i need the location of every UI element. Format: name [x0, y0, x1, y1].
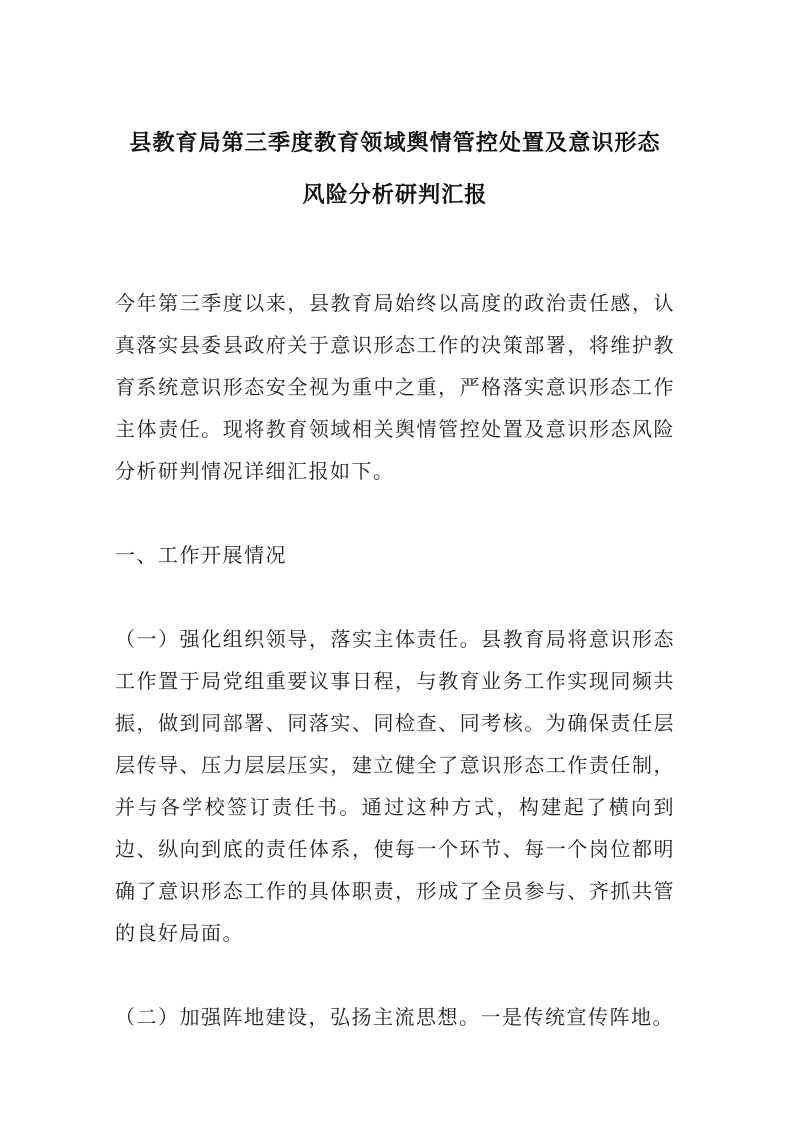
paragraph-intro: 今年第三季度以来，县教育局始终以高度的政治责任感，认真落实县委县政府关于意识形态工作的决策部署，将维护教育系统意识形态安全视为重中之重，严格落实意识形态工作主体责任。现将教育领域相关舆情管控处置及意识形态风险分析研判情况详细汇报如下。: [115, 293, 675, 483]
document-title: 县教育局第三季度教育领域舆情管控处置及意识形态风险分析研判汇报: [129, 130, 661, 207]
paragraph-item-one: （一）强化组织领导，落实主体责任。县教育局将意识形态工作置于局党组重要议事日程，与教育业务工作实现同频共振，做到同部署、同落实、同检查、同考核。为确保责任层层传导、压力层层压实，建立健全了意识形态工作责任制，并与各学校签订责任书。通过这种方式，构建起了横向到边、纵向到底的责任体系，使每一个环节、每一个岗位都明确了意识形态工作的具体职责，形成了全员参与、齐抓共管的良好局面。: [115, 629, 675, 945]
section-heading-work-progress: 一、工作开展情况: [115, 545, 287, 567]
paragraph-item-two: （二）加强阵地建设，弘扬主流思想。一是传统宣传阵地。: [115, 1007, 674, 1029]
document-content: [0, 117, 793, 1039]
